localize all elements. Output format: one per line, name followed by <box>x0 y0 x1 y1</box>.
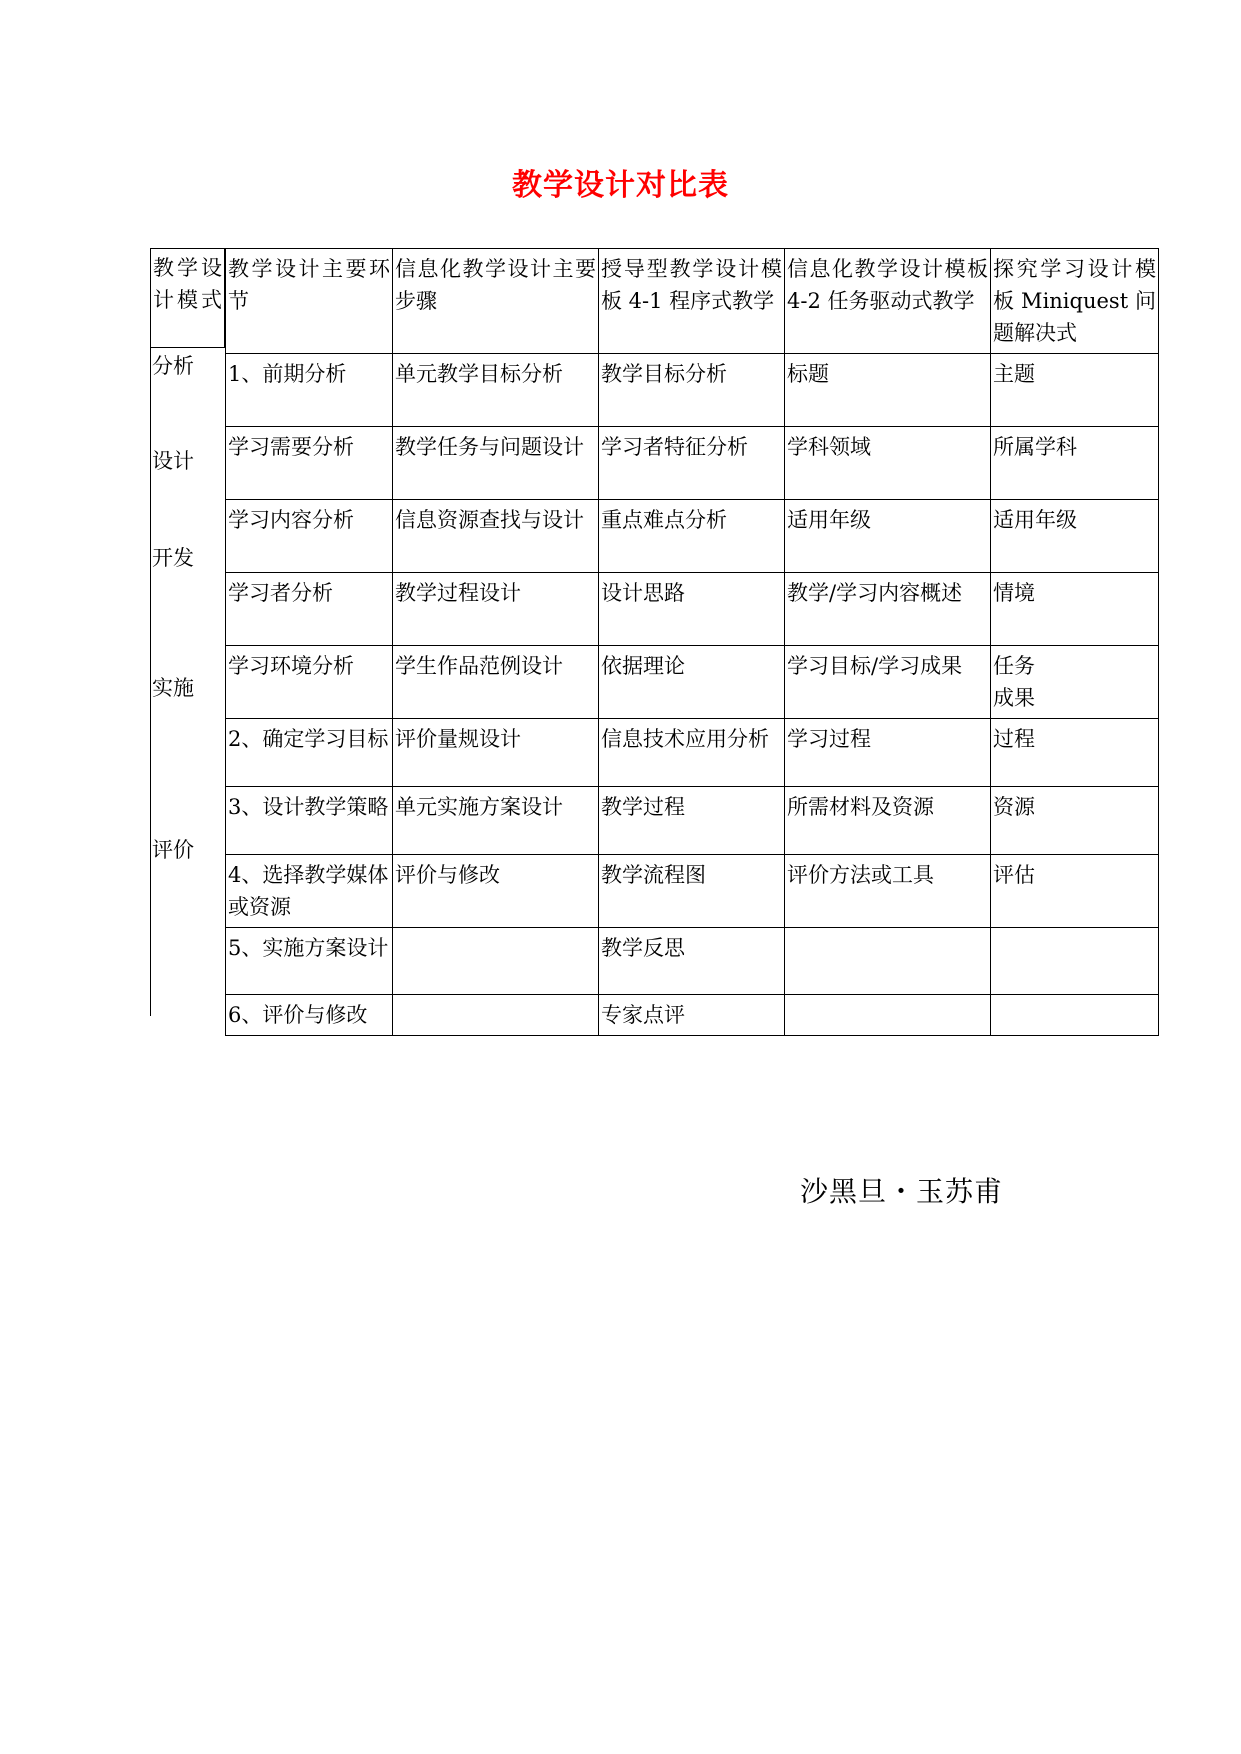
table-cell: 资源 <box>991 787 1159 855</box>
table-row <box>226 427 1159 500</box>
table-cell: 教学/学习内容概述 <box>785 573 991 646</box>
table-cell: 任务 成果 <box>991 646 1159 719</box>
table-cell <box>991 928 1159 995</box>
table-cell: 单元教学目标分析 <box>393 354 599 427</box>
table-cell: 学生作品范例设计 <box>393 646 599 719</box>
table-row <box>226 787 1159 855</box>
table-cell: 适用年级 <box>785 500 991 573</box>
document-title: 教学设计对比表 <box>512 168 729 203</box>
table-cell: 设计思路 <box>599 573 785 646</box>
header-cell: 信息化教学设计主要步骤 <box>393 249 599 354</box>
table-cell: 评估 <box>991 855 1159 928</box>
table-cell: 信息资源查找与设计 <box>393 500 599 573</box>
table-row <box>226 573 1159 646</box>
table-cell: 教学任务与问题设计 <box>393 427 599 500</box>
table-row <box>226 719 1159 787</box>
table-cell <box>785 928 991 995</box>
mode-label: 设计 <box>152 449 194 473</box>
table-cell: 信息技术应用分析 <box>599 719 785 787</box>
table-cell: 教学目标分析 <box>599 354 785 427</box>
table-cell: 5、实施方案设计 <box>226 928 393 995</box>
table-cell: 情境 <box>991 573 1159 646</box>
mode-label: 实施 <box>152 676 194 700</box>
table-cell: 标题 <box>785 354 991 427</box>
table-cell <box>393 995 599 1036</box>
table-cell: 学习需要分析 <box>226 427 393 500</box>
table-cell: 主题 <box>991 354 1159 427</box>
table-row <box>226 995 1159 1036</box>
header-cell-design-mode: 教学设计模式 <box>151 248 225 348</box>
table-cell: 评价量规设计 <box>393 719 599 787</box>
table-row <box>226 354 1159 427</box>
left-border-line <box>150 248 151 1016</box>
table-cell: 4、选择教学媒体或资源 <box>226 855 393 928</box>
comparison-table <box>225 248 1159 1036</box>
table-cell: 评价与修改 <box>393 855 599 928</box>
header-cell: 教学设计主要环节 <box>226 249 393 354</box>
table-cell: 教学反思 <box>599 928 785 995</box>
table-row <box>226 928 1159 995</box>
mode-label: 开发 <box>152 546 194 570</box>
table-row <box>226 500 1159 573</box>
table-cell: 学习环境分析 <box>226 646 393 719</box>
table-cell: 学习内容分析 <box>226 500 393 573</box>
mode-label: 评价 <box>152 838 194 862</box>
table-cell: 学科领域 <box>785 427 991 500</box>
header-cell: 信息化教学设计模板 4-2 任务驱动式教学 <box>785 249 991 354</box>
table-cell: 2、确定学习目标 <box>226 719 393 787</box>
mode-label: 分析 <box>152 354 194 378</box>
table-cell: 学习目标/学习成果 <box>785 646 991 719</box>
table-cell: 教学流程图 <box>599 855 785 928</box>
table-cell: 所需材料及资源 <box>785 787 991 855</box>
table-cell: 评价方法或工具 <box>785 855 991 928</box>
table-row <box>226 646 1159 719</box>
table-cell: 所属学科 <box>991 427 1159 500</box>
table-cell <box>393 928 599 995</box>
table-cell: 依据理论 <box>599 646 785 719</box>
table-cell: 过程 <box>991 719 1159 787</box>
author-signature: 沙黑旦・玉苏甫 <box>800 1175 1004 1208</box>
table-cell: 重点难点分析 <box>599 500 785 573</box>
table-cell: 6、评价与修改 <box>226 995 393 1036</box>
table-cell: 学习者分析 <box>226 573 393 646</box>
table-cell: 教学过程设计 <box>393 573 599 646</box>
table-cell: 3、设计教学策略 <box>226 787 393 855</box>
table-cell <box>785 995 991 1036</box>
header-row <box>226 249 1159 354</box>
table-cell: 1、前期分析 <box>226 354 393 427</box>
table-cell: 教学过程 <box>599 787 785 855</box>
header-cell: 授导型教学设计模板 4-1 程序式教学 <box>599 249 785 354</box>
table-cell: 专家点评 <box>599 995 785 1036</box>
table-row <box>226 855 1159 928</box>
table-cell: 适用年级 <box>991 500 1159 573</box>
table-cell: 学习过程 <box>785 719 991 787</box>
table-cell <box>991 995 1159 1036</box>
table-cell: 单元实施方案设计 <box>393 787 599 855</box>
header-cell: 探究学习设计模板 Miniquest 问题解决式 <box>991 249 1159 354</box>
table-cell: 学习者特征分析 <box>599 427 785 500</box>
